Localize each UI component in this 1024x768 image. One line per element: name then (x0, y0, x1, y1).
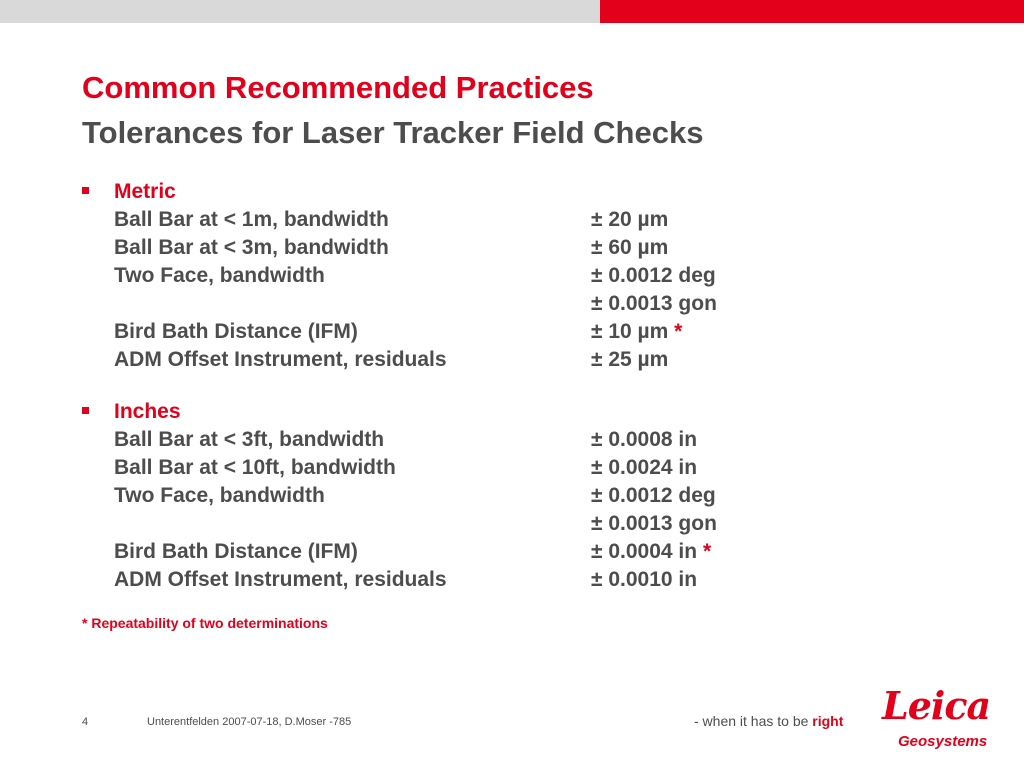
row-value: ± 25 µm (591, 348, 669, 371)
row-value: ± 0.0008 in (591, 428, 698, 451)
row-value: ± 0.0012 deg (591, 484, 716, 507)
bullet-icon (82, 187, 89, 194)
slide-subtitle: Tolerances for Laser Tracker Field Checks (82, 115, 704, 150)
footer-info: Unterentfelden 2007-07-18, D.Moser -785 (147, 716, 352, 728)
row-value: ± 0.0004 in * (591, 540, 712, 563)
row-value: ± 0.0012 deg (591, 264, 716, 287)
row-label: ADM Offset Instrument, residuals (114, 568, 447, 591)
top-bar-red (600, 0, 1024, 23)
row-label: Ball Bar at < 3m, bandwidth (114, 236, 389, 259)
row-value: ± 0.0013 gon (591, 292, 717, 315)
row-label: Ball Bar at < 1m, bandwidth (114, 208, 389, 231)
section-heading-metric: Metric (114, 180, 176, 203)
row-label: ADM Offset Instrument, residuals (114, 348, 447, 371)
row-value: ± 0.0024 in (591, 456, 698, 479)
row-value: ± 0.0010 in (591, 568, 698, 591)
row-value: ± 20 µm (591, 208, 669, 231)
page-number: 4 (82, 716, 89, 728)
row-label: Ball Bar at < 3ft, bandwidth (114, 428, 385, 451)
row-value: ± 60 µm (591, 236, 669, 259)
row-label: Two Face, bandwidth (114, 264, 325, 287)
row-label: Bird Bath Distance (IFM) (114, 320, 358, 343)
footnote: * Repeatability of two determinations (82, 615, 328, 631)
section-heading-inches: Inches (114, 400, 181, 423)
slide-title: Common Recommended Practices (82, 70, 594, 105)
row-label: Two Face, bandwidth (114, 484, 325, 507)
top-bar-gray (0, 0, 600, 23)
logo-subtitle: Geosystems (898, 733, 988, 750)
row-value: ± 0.0013 gon (591, 512, 717, 535)
bullet-icon (82, 407, 89, 414)
tagline: - when it has to be right (694, 713, 844, 729)
row-label: Bird Bath Distance (IFM) (114, 540, 358, 563)
row-value: ± 10 µm * (591, 320, 683, 343)
row-label: Ball Bar at < 10ft, bandwidth (114, 456, 396, 479)
leica-logo (882, 683, 992, 753)
logo-wordmark: Leica (882, 683, 991, 728)
